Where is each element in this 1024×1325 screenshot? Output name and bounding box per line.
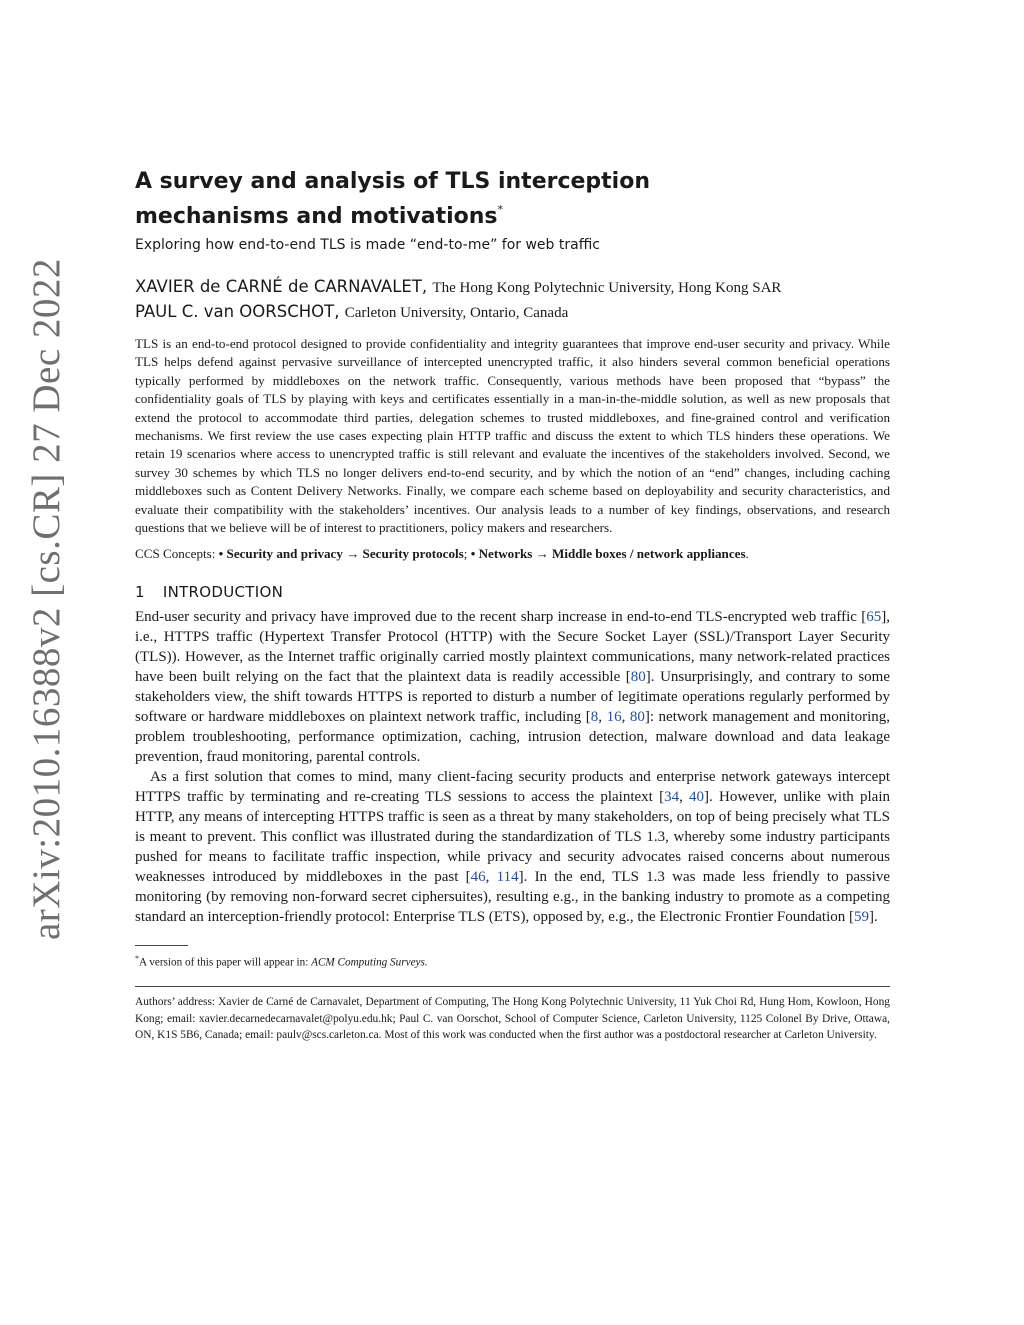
- section-number: 1: [135, 583, 145, 602]
- ccs-concept-networks: Networks → Middle boxes / network appliances: [478, 546, 746, 562]
- text-run: ,: [485, 869, 497, 886]
- citation-link[interactable]: 40: [689, 789, 705, 806]
- paper-subtitle: Exploring how end-to-end TLS is made “end-to-me” for web traffic: [135, 237, 600, 253]
- author-list: [135, 275, 890, 325]
- text-run: As a first solution that comes to mind, many client-facing security products and enterprise network gateways intercept HTTPS traffic by terminating and re-creating TLS sessions to access the plaintext [: [135, 769, 890, 806]
- footnote-text: A version of this paper will appear in:: [139, 957, 312, 970]
- authors-address: Authors’ address: Xavier de Carné de Carnavalet, Department of Computing, The Hong Kong Polytechnic University, 11 Yuk Choi Rd, Hung Hom, Kowloon, Hong Kong; email: xavier.decarnedecarnavalet@polyu.edu.hk; Paul C. van Oorschot, School of Computer Science, Carleton University, 1125 Colonel By Drive, Ottawa, ON, K1S 5B6, Canada; email: paulv@scs.carleton.ca. Most of this work was conducted when the first author was a postdoctoral researcher at Carleton University.: [135, 996, 890, 1042]
- paper-title-line-2: [135, 196, 890, 231]
- abstract: TLS is an end-to-end protocol designed to provide confidentiality and integrity guarantees that improve end-user security and privacy. While TLS helps defend against pervasive surveillance of intercepted unencrypted traffic, it also hinders several common beneficial operations typically performed by middleboxes on the network traffic. Consequently, various methods have been proposed that “bypass” the confidentiality goals of TLS by playing with keys and certificates essentially in a man-in-the-middle solution, as well as new proposals that extend the protocol to accommodate third parties, delegation schemes to trusted middleboxes, and fine-grained control and verification mechanisms. We first review the use cases expecting plain HTTP traffic and discuss the extent to which TLS hinders these operations. We retain 19 scenarios where access to unencrypted traffic is still relevant and evaluate the incentives of the stakeholders involved. Second, we survey 30 schemes by which TLS no longer delivers end-to-end security, and by which the notion of an “end” changes, including caching middleboxes such as Content Delivery Networks. Finally, we compare each scheme based on deployability and security characteristics, and evaluate their compatibility with the stakeholders’ incentives. Our analysis leads to a number of key findings, observations, and research questions that we believe will be of interest to practitioners, policy makers and researchers.: [135, 336, 890, 536]
- paper-title-line-1: A survey and analysis of TLS interception: [135, 169, 651, 194]
- ccs-bullet: •: [218, 546, 227, 562]
- text-run: ]: network management and monitoring, problem troubleshooting, performance optimization, caching, intrusion detection, malware download and data leakage prevention, fraud monitoring, parental controls.: [135, 709, 890, 766]
- citation-link[interactable]: 65: [866, 609, 882, 626]
- text-run: ], i.e., HTTPS traffic (Hypertext Transfer Protocol (HTTP) with the Secure Socket Layer (SSL)/Transport Layer Security (TLS)). However, as the Internet traffic originally carried mostly plaintext communications, many network-related practices have been built relying on the fact that the plaintext data is readily accessible [: [135, 609, 890, 686]
- text-run: End-user security and privacy have improved due to the recent sharp increase in end-to-end TLS-encrypted web traffic [: [135, 609, 867, 626]
- arxiv-identifier-stamp: arXiv:2010.16388v2 [cs.CR] 27 Dec 2022: [25, 258, 68, 940]
- paragraph: [135, 607, 890, 767]
- citation-link[interactable]: 46: [470, 869, 486, 886]
- introduction-body: [135, 607, 890, 927]
- section-title: INTRODUCTION: [162, 583, 284, 602]
- citation-link[interactable]: 59: [853, 909, 869, 926]
- citation-link[interactable]: 34: [664, 789, 680, 806]
- citation-link[interactable]: 114: [496, 869, 519, 886]
- text-run: ]. However, unlike with plain HTTP, any means of intercepting HTTPS traffic is seen as a threat by many stakeholders, on top of being precisely what TLS is meant to prevent. This conflict was illustrated during the standardization of TLS 1.3, whereby some industry participants pushed for means to facilitate traffic inspection, while privacy and security advocates raised concerns about numerous weaknesses introduced by middleboxes in the past [: [135, 789, 890, 886]
- text-run: ]. In the end, TLS 1.3 was made less friendly to passive monitoring (by removing non-forward secret ciphersuites), resulting e.g., in the banking industry to promote as a competing standard an interception-friendly protocol: Enterprise TLS (ETS), opposed by, e.g., the Electronic Frontier Foundation [: [135, 869, 890, 926]
- ccs-end: .: [745, 546, 749, 562]
- author-name: PAUL C. van OORSCHOT,: [135, 302, 340, 321]
- paper-title-line-2-text: mechanisms and motivations: [135, 204, 498, 229]
- ccs-separator: ;: [463, 546, 471, 562]
- citation-link[interactable]: 16: [606, 709, 622, 726]
- text-run: ,: [679, 789, 690, 806]
- ccs-label: CCS Concepts:: [135, 546, 219, 562]
- citation-link[interactable]: 8: [590, 709, 599, 726]
- author-affiliation: Carleton University, Ontario, Canada: [344, 305, 569, 321]
- paper-title: [135, 168, 890, 231]
- paragraph: [135, 767, 890, 927]
- author-entry: [135, 275, 890, 300]
- text-run: ,: [621, 709, 630, 726]
- author-name: XAVIER de CARNÉ de CARNAVALET,: [135, 277, 428, 296]
- text-run: ].: [868, 909, 878, 926]
- address-divider: [135, 986, 890, 987]
- footnote: [135, 952, 890, 970]
- citation-link[interactable]: 80: [629, 709, 645, 726]
- section-heading-introduction: [135, 583, 890, 601]
- citation-link[interactable]: 80: [630, 669, 646, 686]
- author-affiliation: The Hong Kong Polytechnic University, Hong Kong SAR: [432, 280, 782, 296]
- author-entry: [135, 300, 890, 325]
- ccs-concepts: [135, 545, 890, 563]
- title-footnote-mark: *: [497, 203, 503, 216]
- footnote-divider: [135, 945, 188, 946]
- paper-first-page: [135, 168, 890, 1043]
- text-run: ,: [598, 709, 607, 726]
- ccs-concept-security: Security and privacy → Security protocols: [226, 546, 464, 562]
- text-run: ]. Unsurprisingly, and contrary to some stakeholders view, the shift towards HTTPS is reported to disturb a number of legitimate operations regularly performed by software or hardware middleboxes on plaintext network traffic, including [: [135, 669, 891, 726]
- footnote-venue: ACM Computing Surveys.: [311, 957, 428, 970]
- footnote-mark: *: [135, 954, 139, 964]
- ccs-bullet: •: [470, 546, 479, 562]
